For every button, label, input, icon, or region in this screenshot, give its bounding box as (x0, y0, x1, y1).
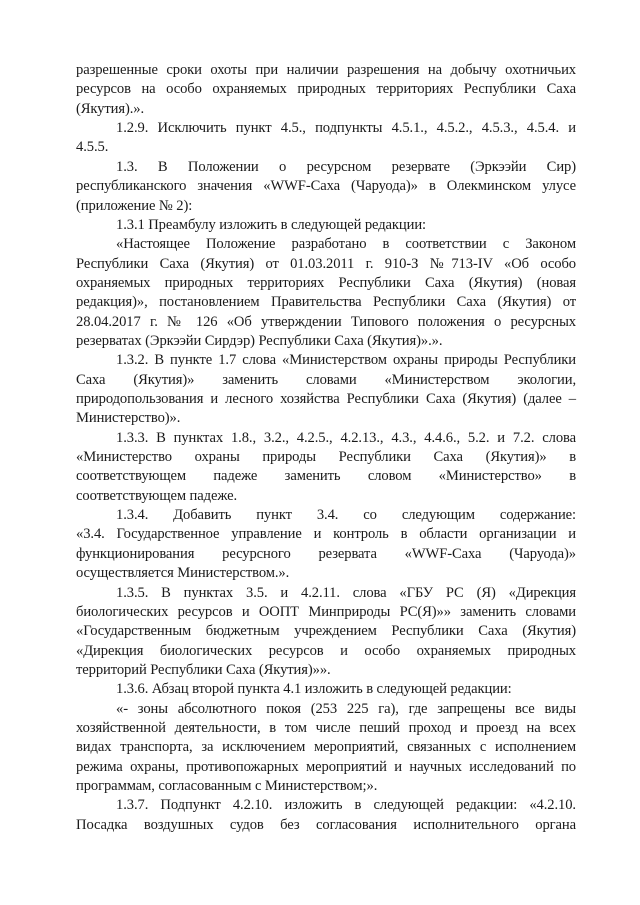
text-line: хозяйственной деятельности, в том числе пеший проход и проезд на всех (76, 719, 576, 736)
text-line: Саха (Якутия)» заменить словами «Министерством экологии, (76, 371, 576, 388)
text-line: «- зоны абсолютного покоя (253 225 га), где запрещены все виды (116, 700, 576, 717)
text-line: разрешенные сроки охоты при наличии разрешения на добычу охотничьих (76, 62, 576, 78)
text-line: «3.4. Государственное управление и контроль в области организации и (76, 526, 576, 543)
text-line: охраняемых природных территориях Республики Саха (Якутия) (новая (76, 274, 576, 291)
text-line: редакция)», постановлением Правительства Республики Саха (Якутия) от (76, 294, 576, 311)
text-line: соответствующем падеже. (76, 487, 238, 504)
text-line: биологических ресурсов и ООПТ Минприроды РС(Я)»» заменить словами (76, 603, 576, 620)
text-line: Республики Саха (Якутия) от 01.03.2011 г. 910-З №713-IV «Об особо (76, 255, 576, 272)
text-line: «Дирекция биологических ресурсов и особо охраняемых природных (76, 642, 576, 659)
text-line: функционирования ресурсного резервата «WWF-Саха (Чаруода)» (76, 545, 576, 562)
text-line: «Министерство охраны природы Республики Саха (Якутия)» в (76, 449, 576, 465)
text-line: ресурсов на особо охраняемых природных территориях Республики Саха (76, 81, 576, 98)
text-line: 1.2.9. Исключить пункт 4.5., подпункты 4.5.1., 4.5.2., 4.5.3., 4.5.4. и (116, 120, 576, 137)
text-line: республиканского значения «WWF-Саха (Чаруода)» в Олекминском улусе (76, 178, 576, 195)
text-line: (Якутия).». (76, 100, 145, 117)
text-line: 1.3.4. Добавить пункт 3.4. со следующим содержание: (116, 507, 576, 524)
text-line: природопользования и лесного хозяйства Республики Саха (Якутия) (далее – (76, 391, 576, 407)
text-line: 28.04.2017 г. № 126 «Об утверждении Типового положения о ресурсных (76, 313, 576, 330)
text-line: 1.3.7. Подпункт 4.2.10. изложить в следующей редакции: «4.2.10. (116, 797, 576, 814)
text-line: «Настоящее Положение разработано в соответствии с Законом (116, 236, 576, 253)
text-line: 4.5.5. (76, 139, 109, 156)
text-line: резерватах (Эркээйи Сирдэр) Республики Саха (Якутия)».». (76, 332, 443, 349)
text-line: 1.3. В Положении о ресурсном резервате (Эркээйи Сир) (116, 158, 576, 175)
text-line: 1.3.1 Преамбулу изложить в следующей редакции: (116, 216, 426, 233)
text-line: 1.3.2. В пункте 1.7 слова «Министерством охраны природы Республики (116, 352, 576, 369)
text-line: территорий Республики Саха (Якутия)»». (76, 661, 331, 678)
text-line: «Государственным бюджетным учреждением Республики Саха (Якутия) (76, 623, 576, 640)
text-line: соответствующем падеже заменить словом «Министерство» в (76, 468, 576, 485)
text-line: (приложение № 2): (76, 197, 193, 214)
text-line: Посадка воздушных судов без согласования исполнительного органа (76, 816, 576, 833)
text-line: 1.3.5. В пунктах 3.5. и 4.2.11. слова «ГБУ РС (Я) «Дирекция (116, 584, 576, 601)
text-line: режима охраны, противопожарных мероприятий и научных исследований по (76, 758, 576, 775)
text-line: 1.3.6. Абзац второй пункта 4.1 изложить в следующей редакции: (116, 681, 512, 698)
text-line: программам, согласованным с Министерством;». (76, 778, 378, 794)
text-line: Министерство)». (76, 410, 181, 427)
text-line: 1.3.3. В пунктах 1.8., 3.2., 4.2.5., 4.2.13., 4.3., 4.4.6., 5.2. и 7.2. слова (116, 429, 576, 446)
text-line: видах транспорта, за исключением мероприятий, связанных с исполнением (76, 739, 576, 756)
text-line: осуществляется Министерством.». (76, 565, 290, 582)
